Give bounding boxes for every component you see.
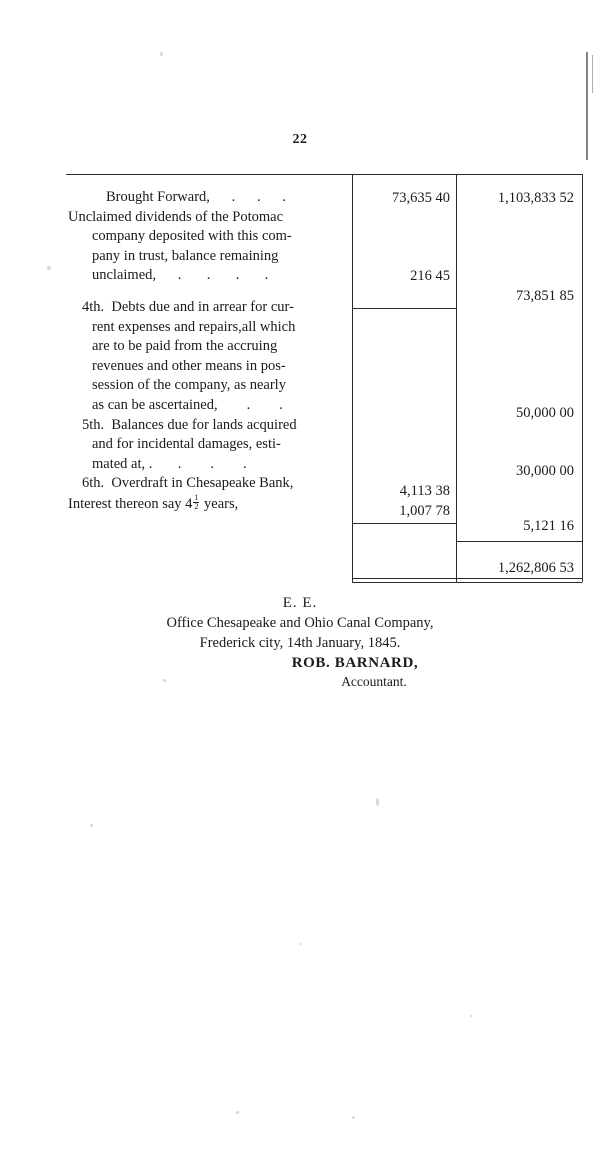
office-address (0, 613, 600, 653)
desc-line: company deposited with this com- (92, 228, 292, 245)
desc-line: Brought Forward, . . . (106, 189, 287, 205)
amount-col-b-value: 50,000 00 (516, 405, 574, 421)
table-rule-col-b-total (456, 541, 582, 542)
desc-line: rent expenses and repairs,all which (92, 318, 296, 335)
desc-line: and for incidental damages, esti- (92, 436, 281, 453)
office-address-line2: Frederick city, 14th January, 1845. (199, 635, 401, 651)
desc-line: mated at, . . . . (92, 455, 247, 472)
fraction-numerator: 1 (194, 492, 199, 502)
table-top-rule (66, 174, 582, 175)
table-description-column (60, 188, 350, 514)
desc-line-part: years, (200, 495, 239, 512)
amount-col-b-total: 1,262,806 53 (497, 560, 574, 576)
desc-line: as can be ascertained, . . (92, 396, 283, 413)
desc-line: 5th. Balances due for lands acquired (82, 416, 297, 433)
table-vline-left (352, 174, 353, 582)
table-vline-mid (456, 174, 457, 582)
office-address-line1: Office Chesapeake and Ohio Canal Company, (166, 615, 434, 631)
amount-col-b-value: 1,103,833 52 (497, 190, 574, 206)
desc-line: session of the company, as nearly (92, 377, 286, 394)
desc-line: pany in trust, balance remaining (92, 247, 279, 264)
amount-col-b-value: 73,851 85 (516, 288, 574, 304)
desc-spacer (60, 286, 350, 298)
fraction-one-half (193, 494, 199, 511)
table-rule-bottom-1 (352, 578, 582, 579)
desc-line: 4th. Debts due and in arrear for cur- (82, 298, 294, 315)
amount-col-a-value: 4,113 38 (399, 483, 450, 499)
amount-col-a-value: 73,635 40 (392, 190, 450, 206)
page-edge-mark-secondary (592, 55, 593, 93)
signer-name: ROB. BARNARD, (291, 655, 419, 671)
errors-excepted-note: E. E. (282, 595, 318, 611)
signer-role: Accountant. (341, 674, 407, 689)
desc-line-with-fraction (60, 494, 350, 514)
desc-line: are to be paid from the accruing (92, 338, 278, 355)
table-rule-bottom-2 (352, 582, 582, 583)
paper-speckle (90, 824, 93, 827)
desc-line: revenues and other means in pos- (92, 357, 286, 374)
paper-speckle (236, 1111, 239, 1114)
table-vline-right (582, 174, 583, 582)
desc-line: unclaimed, . . . . (92, 267, 269, 284)
desc-line: Unclaimed dividends of the Potomac (68, 208, 284, 225)
amount-col-b-value: 30,000 00 (516, 463, 574, 479)
paper-speckle (470, 1015, 472, 1017)
signature-block (0, 655, 600, 690)
desc-line-part: Interest thereon say 4 (68, 495, 193, 512)
amount-col-b-value: 5,121 16 (523, 518, 574, 534)
page-number: 22 (292, 132, 308, 147)
fraction-denominator: 2 (194, 501, 199, 511)
paper-speckle (47, 266, 51, 270)
desc-line: 6th. Overdraft in Chesapeake Bank, (82, 475, 294, 492)
paper-speckle (376, 798, 379, 806)
table-rule-col-a-2 (352, 523, 456, 524)
amount-col-a-value: 1,007 78 (399, 503, 450, 519)
paper-speckle (352, 1116, 355, 1119)
table-rule-col-a-1 (352, 308, 456, 309)
amount-col-a-value: 216 45 (410, 268, 450, 284)
paper-speckle (160, 52, 163, 56)
paper-speckle (300, 943, 302, 945)
